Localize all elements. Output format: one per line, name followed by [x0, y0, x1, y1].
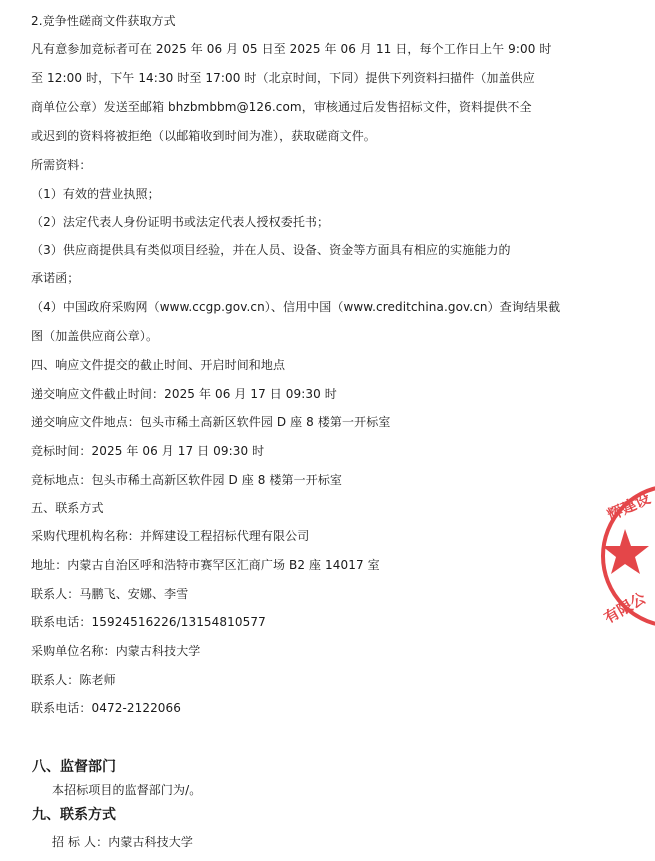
agency-address: 地址：内蒙古自治区呼和浩特市赛罕区汇商广场 B2 座 14017 室	[31, 558, 380, 572]
agency-name: 采购代理机构名称：并辉建设工程招标代理有限公司	[31, 529, 310, 543]
svg-text:辉建设: 辉建设	[604, 489, 653, 525]
material-item-3-line-1: （3）供应商提供具有类似项目经验，并在人员、设备、资金等方面具有相应的实施能力的	[31, 243, 511, 257]
buyer-phone: 联系电话：0472-2122066	[31, 701, 182, 715]
agency-contacts: 联系人：马鹏飞、安娜、李雪	[31, 587, 189, 601]
supervision-text: 本招标项目的监督部门为/。	[52, 783, 202, 797]
material-item-3-line-2: 承诺函；	[31, 271, 80, 285]
section-2-para-line-4: 或迟到的资料将被拒绝（以邮箱收到时间为准），获取磋商文件。	[31, 129, 376, 143]
materials-label: 所需资料：	[31, 158, 92, 172]
submission-location: 递交响应文件地点：包头市稀土高新区软件园 D 座 8 楼第一开标室	[31, 415, 391, 429]
agency-phone: 联系电话：15924516226/13154810577	[31, 615, 266, 629]
material-item-2: （2）法定代表人身份证明书或法定代表人授权委托书；	[31, 215, 330, 229]
material-item-4-line-2: 图（加盖供应商公章）。	[31, 329, 159, 343]
section-4-heading: 四、响应文件提交的截止时间、开启时间和地点	[31, 358, 286, 372]
section-2-para-line-3: 商单位公章）发送至邮箱 bhzbmbbm@126.com，审核通过后发售招标文件，资料提供不全	[31, 100, 532, 114]
company-seal-stamp	[595, 478, 655, 638]
svg-text:有限公: 有限公	[600, 589, 649, 628]
bid-time: 竞标时间：2025 年 06 月 17 日 09:30 时	[31, 444, 265, 458]
bid-place: 竞标地点：包头市稀土高新区软件园 D 座 8 楼第一开标室	[31, 473, 343, 487]
section-5-heading: 五、联系方式	[31, 501, 104, 515]
seal-graphic	[595, 478, 655, 638]
tenderer: 招 标 人：内蒙古科技大学	[52, 835, 193, 849]
section-8-heading: 八、监督部门	[32, 759, 116, 775]
section-2-para-line-2: 至 12:00 时，下午 14:30 时至 17:00 时（北京时间，下同）提供下列资料扫描件（加盖供应	[31, 71, 535, 85]
material-item-4-line-1: （4）中国政府采购网（www.ccgp.gov.cn）、信用中国（www.creditchina.gov.cn）查询结果截	[31, 300, 561, 314]
section-2-heading: 2.竞争性磋商文件获取方式	[31, 14, 176, 28]
buyer-contact: 联系人：陈老师	[31, 673, 116, 687]
submission-deadline: 递交响应文件截止时间：2025 年 06 月 17 日 09:30 时	[31, 387, 337, 401]
section-2-para-line-1: 凡有意参加竞标者可在 2025 年 06 月 05 日至 2025 年 06 月 11 日，每个工作日上午 9:00 时	[31, 42, 552, 56]
buyer-name: 采购单位名称：内蒙古科技大学	[31, 644, 201, 658]
section-9-heading: 九、联系方式	[32, 807, 116, 823]
material-item-1: （1）有效的营业执照；	[31, 187, 160, 201]
